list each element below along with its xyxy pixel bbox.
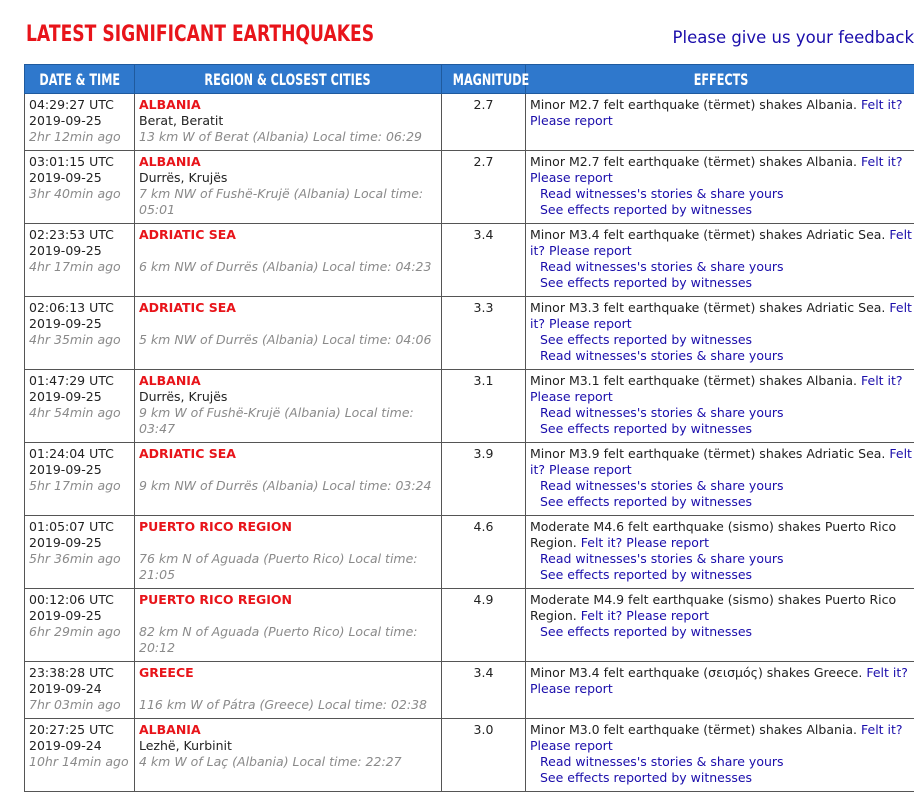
witness-link[interactable]: Read witnesses's stories & share yours bbox=[540, 405, 784, 420]
felt-it-report-link[interactable]: Felt it? Please report bbox=[530, 227, 912, 258]
table-header-row bbox=[25, 65, 914, 94]
event-date: 2019-09-25 bbox=[29, 243, 102, 258]
region-cell[interactable] bbox=[135, 151, 442, 224]
closest-cities-empty bbox=[139, 462, 437, 478]
witness-link[interactable]: See effects reported by witnesses bbox=[540, 494, 753, 509]
region-name[interactable]: GREECE bbox=[139, 665, 194, 680]
witness-link[interactable]: Read witnesses's stories & share yours bbox=[540, 259, 784, 274]
event-time: 01:24:04 UTC bbox=[29, 446, 114, 461]
magnitude-cell bbox=[442, 297, 526, 370]
event-date: 2019-09-24 bbox=[29, 738, 102, 753]
datetime-cell[interactable] bbox=[25, 151, 135, 224]
event-time: 02:06:13 UTC bbox=[29, 300, 114, 315]
table-row[interactable] bbox=[25, 94, 914, 151]
effect-description: Moderate M4.9 felt earthquake (sismo) shakes Puerto Rico Region. bbox=[530, 592, 897, 623]
felt-it-report-link[interactable]: Felt it? Please report bbox=[530, 722, 903, 753]
effect-description: Minor M3.4 felt earthquake (tërmet) shakes Adriatic Sea. bbox=[530, 227, 886, 242]
table-row[interactable] bbox=[25, 443, 914, 516]
effect-description: Minor M3.4 felt earthquake (σεισμός) shakes Greece. bbox=[530, 665, 863, 680]
time-ago: 5hr 36min ago bbox=[29, 551, 121, 566]
event-time: 01:47:29 UTC bbox=[29, 373, 114, 388]
distance-local-time: 82 km N of Aguada (Puerto Rico) Local time: 20:12 bbox=[139, 624, 418, 655]
magnitude-value: 4.9 bbox=[473, 592, 494, 607]
effects-cell bbox=[526, 719, 914, 792]
closest-cities-empty bbox=[139, 535, 437, 551]
felt-it-report-link[interactable]: Felt it? Please report bbox=[580, 535, 709, 550]
event-time: 20:27:25 UTC bbox=[29, 722, 114, 737]
magnitude-cell bbox=[442, 94, 526, 151]
region-cell[interactable] bbox=[135, 516, 442, 589]
feedback-link[interactable]: Please give us your feedback bbox=[672, 28, 914, 47]
witness-link[interactable]: Read witnesses's stories & share yours bbox=[540, 348, 784, 363]
region-name[interactable]: PUERTO RICO REGION bbox=[139, 519, 293, 534]
table-row[interactable] bbox=[25, 224, 914, 297]
event-time: 00:12:06 UTC bbox=[29, 592, 114, 607]
effect-description: Moderate M4.6 felt earthquake (sismo) shakes Puerto Rico Region. bbox=[530, 519, 897, 550]
felt-it-report-link[interactable]: Felt it? Please report bbox=[530, 373, 903, 404]
event-date: 2019-09-25 bbox=[29, 170, 102, 185]
effects-cell bbox=[526, 370, 914, 443]
time-ago: 3hr 40min ago bbox=[29, 186, 121, 201]
event-date: 2019-09-25 bbox=[29, 316, 102, 331]
magnitude-value: 3.4 bbox=[473, 227, 494, 242]
closest-cities: Durrës, Krujës bbox=[139, 170, 228, 185]
distance-local-time: 6 km NW of Durrës (Albania) Local time: 04:23 bbox=[139, 259, 432, 274]
datetime-cell[interactable] bbox=[25, 224, 135, 297]
region-name[interactable]: ALBANIA bbox=[139, 154, 201, 169]
magnitude-value: 3.3 bbox=[473, 300, 494, 315]
witness-link[interactable]: See effects reported by witnesses bbox=[540, 275, 753, 290]
distance-local-time: 4 km W of Laç (Albania) Local time: 22:27 bbox=[139, 754, 402, 769]
datetime-cell[interactable] bbox=[25, 94, 135, 151]
magnitude-cell bbox=[442, 370, 526, 443]
time-ago: 2hr 12min ago bbox=[29, 129, 121, 144]
magnitude-cell bbox=[442, 151, 526, 224]
distance-local-time: 9 km NW of Durrës (Albania) Local time: 03:24 bbox=[139, 478, 432, 493]
magnitude-cell bbox=[442, 589, 526, 662]
table-row[interactable] bbox=[25, 297, 914, 370]
felt-it-report-link[interactable]: Felt it? Please report bbox=[580, 608, 709, 623]
time-ago: 4hr 54min ago bbox=[29, 405, 121, 420]
closest-cities-empty bbox=[139, 681, 437, 697]
table-row[interactable] bbox=[25, 589, 914, 662]
effect-description: Minor M3.0 felt earthquake (tërmet) shakes Albania. bbox=[530, 722, 858, 737]
effects-cell bbox=[526, 516, 914, 589]
witness-link[interactable]: See effects reported by witnesses bbox=[540, 770, 753, 785]
event-date: 2019-09-25 bbox=[29, 389, 102, 404]
felt-it-report-link[interactable]: Felt it? Please report bbox=[530, 446, 912, 477]
magnitude-value: 3.0 bbox=[473, 722, 494, 737]
time-ago: 4hr 35min ago bbox=[29, 332, 121, 347]
region-name[interactable]: ADRIATIC SEA bbox=[139, 446, 236, 461]
witness-link[interactable]: See effects reported by witnesses bbox=[540, 567, 753, 582]
event-time: 03:01:15 UTC bbox=[29, 154, 114, 169]
magnitude-value: 2.7 bbox=[473, 154, 494, 169]
magnitude-cell bbox=[442, 662, 526, 719]
region-cell[interactable] bbox=[135, 297, 442, 370]
closest-cities-empty bbox=[139, 608, 437, 624]
region-cell[interactable] bbox=[135, 370, 442, 443]
magnitude-value: 3.9 bbox=[473, 446, 494, 461]
region-name[interactable]: PUERTO RICO REGION bbox=[139, 592, 293, 607]
time-ago: 4hr 17min ago bbox=[29, 259, 121, 274]
table-row[interactable] bbox=[25, 151, 914, 224]
region-cell[interactable] bbox=[135, 719, 442, 792]
datetime-cell[interactable] bbox=[25, 719, 135, 792]
effect-description: Minor M3.3 felt earthquake (tërmet) shakes Adriatic Sea. bbox=[530, 300, 886, 315]
magnitude-cell bbox=[442, 224, 526, 297]
witness-link[interactable]: See effects reported by witnesses bbox=[540, 202, 753, 217]
effects-cell bbox=[526, 443, 914, 516]
magnitude-cell bbox=[442, 516, 526, 589]
event-date: 2019-09-24 bbox=[29, 681, 102, 696]
time-ago: 10hr 14min ago bbox=[29, 754, 129, 769]
closest-cities-empty bbox=[139, 316, 437, 332]
region-cell[interactable] bbox=[135, 589, 442, 662]
effects-cell bbox=[526, 94, 914, 151]
witness-link[interactable]: See effects reported by witnesses bbox=[540, 332, 753, 347]
effects-cell bbox=[526, 224, 914, 297]
table-row[interactable] bbox=[25, 370, 914, 443]
closest-cities: Berat, Beratit bbox=[139, 113, 224, 128]
region-cell[interactable] bbox=[135, 662, 442, 719]
effects-cell bbox=[526, 662, 914, 719]
page-title: LATEST SIGNIFICANT EARTHQUAKES bbox=[26, 22, 375, 47]
region-cell[interactable] bbox=[135, 443, 442, 516]
table-row[interactable] bbox=[25, 719, 914, 792]
effects-cell bbox=[526, 589, 914, 662]
effects-cell bbox=[526, 151, 914, 224]
distance-local-time: 116 km W of Pátra (Greece) Local time: 02:38 bbox=[139, 697, 427, 712]
witness-link[interactable]: Read witnesses's stories & share yours bbox=[540, 551, 784, 566]
closest-cities-empty bbox=[139, 243, 437, 259]
region-cell[interactable] bbox=[135, 94, 442, 151]
event-date: 2019-09-25 bbox=[29, 462, 102, 477]
time-ago: 5hr 17min ago bbox=[29, 478, 121, 493]
witness-link[interactable]: Read witnesses's stories & share yours bbox=[540, 754, 784, 769]
column-header-effects[interactable]: EFFECTS bbox=[526, 65, 914, 94]
event-date: 2019-09-25 bbox=[29, 535, 102, 550]
distance-local-time: 9 km W of Fushë-Krujë (Albania) Local time: 03:47 bbox=[139, 405, 414, 436]
region-name[interactable]: ALBANIA bbox=[139, 97, 201, 112]
closest-cities: Durrës, Krujës bbox=[139, 389, 228, 404]
magnitude-value: 2.7 bbox=[473, 97, 494, 112]
witness-link[interactable]: Read witnesses's stories & share yours bbox=[540, 186, 784, 201]
magnitude-value: 4.6 bbox=[473, 519, 494, 534]
region-cell[interactable] bbox=[135, 224, 442, 297]
distance-local-time: 7 km NW of Fushë-Krujë (Albania) Local time: 05:01 bbox=[139, 186, 424, 217]
datetime-cell[interactable] bbox=[25, 443, 135, 516]
region-name[interactable]: ALBANIA bbox=[139, 722, 201, 737]
event-date: 2019-09-25 bbox=[29, 113, 102, 128]
distance-local-time: 5 km NW of Durrës (Albania) Local time: 04:06 bbox=[139, 332, 432, 347]
earthquakes-table bbox=[24, 64, 914, 792]
felt-it-report-link[interactable]: Felt it? Please report bbox=[530, 154, 903, 185]
effects-cell bbox=[526, 297, 914, 370]
effect-description: Minor M3.9 felt earthquake (tërmet) shakes Adriatic Sea. bbox=[530, 446, 886, 461]
column-header-magnitude[interactable]: MAGNITUDE bbox=[442, 65, 526, 94]
datetime-cell[interactable] bbox=[25, 662, 135, 719]
datetime-cell[interactable] bbox=[25, 297, 135, 370]
region-name[interactable]: ALBANIA bbox=[139, 373, 201, 388]
effect-description: Minor M2.7 felt earthquake (tërmet) shakes Albania. bbox=[530, 97, 858, 112]
datetime-cell[interactable] bbox=[25, 516, 135, 589]
event-time: 02:23:53 UTC bbox=[29, 227, 114, 242]
event-time: 23:38:28 UTC bbox=[29, 665, 114, 680]
magnitude-value: 3.1 bbox=[473, 373, 494, 388]
column-header-date-time[interactable]: DATE & TIME bbox=[25, 65, 135, 94]
effect-description: Minor M2.7 felt earthquake (tërmet) shakes Albania. bbox=[530, 154, 858, 169]
table-row[interactable] bbox=[25, 516, 914, 589]
closest-cities: Lezhë, Kurbinit bbox=[139, 738, 232, 753]
felt-it-report-link[interactable]: Felt it? Please report bbox=[530, 300, 912, 331]
distance-local-time: 13 km W of Berat (Albania) Local time: 06:29 bbox=[139, 129, 423, 144]
witness-link[interactable]: See effects reported by witnesses bbox=[540, 624, 753, 639]
table-row[interactable] bbox=[25, 662, 914, 719]
felt-it-report-link[interactable]: Felt it? Please report bbox=[530, 97, 903, 128]
magnitude-cell bbox=[442, 443, 526, 516]
effect-description: Minor M3.1 felt earthquake (tërmet) shakes Albania. bbox=[530, 373, 858, 388]
event-time: 04:29:27 UTC bbox=[29, 97, 114, 112]
column-header-region[interactable]: REGION & CLOSEST CITIES bbox=[135, 65, 442, 94]
time-ago: 6hr 29min ago bbox=[29, 624, 121, 639]
witness-link[interactable]: See effects reported by witnesses bbox=[540, 421, 753, 436]
datetime-cell[interactable] bbox=[25, 370, 135, 443]
distance-local-time: 76 km N of Aguada (Puerto Rico) Local time: 21:05 bbox=[139, 551, 418, 582]
magnitude-value: 3.4 bbox=[473, 665, 494, 680]
event-date: 2019-09-25 bbox=[29, 608, 102, 623]
magnitude-cell bbox=[442, 719, 526, 792]
felt-it-report-link[interactable]: Felt it? Please report bbox=[530, 665, 908, 696]
time-ago: 7hr 03min ago bbox=[29, 697, 121, 712]
datetime-cell[interactable] bbox=[25, 589, 135, 662]
witness-link[interactable]: Read witnesses's stories & share yours bbox=[540, 478, 784, 493]
region-name[interactable]: ADRIATIC SEA bbox=[139, 300, 236, 315]
event-time: 01:05:07 UTC bbox=[29, 519, 114, 534]
region-name[interactable]: ADRIATIC SEA bbox=[139, 227, 236, 242]
